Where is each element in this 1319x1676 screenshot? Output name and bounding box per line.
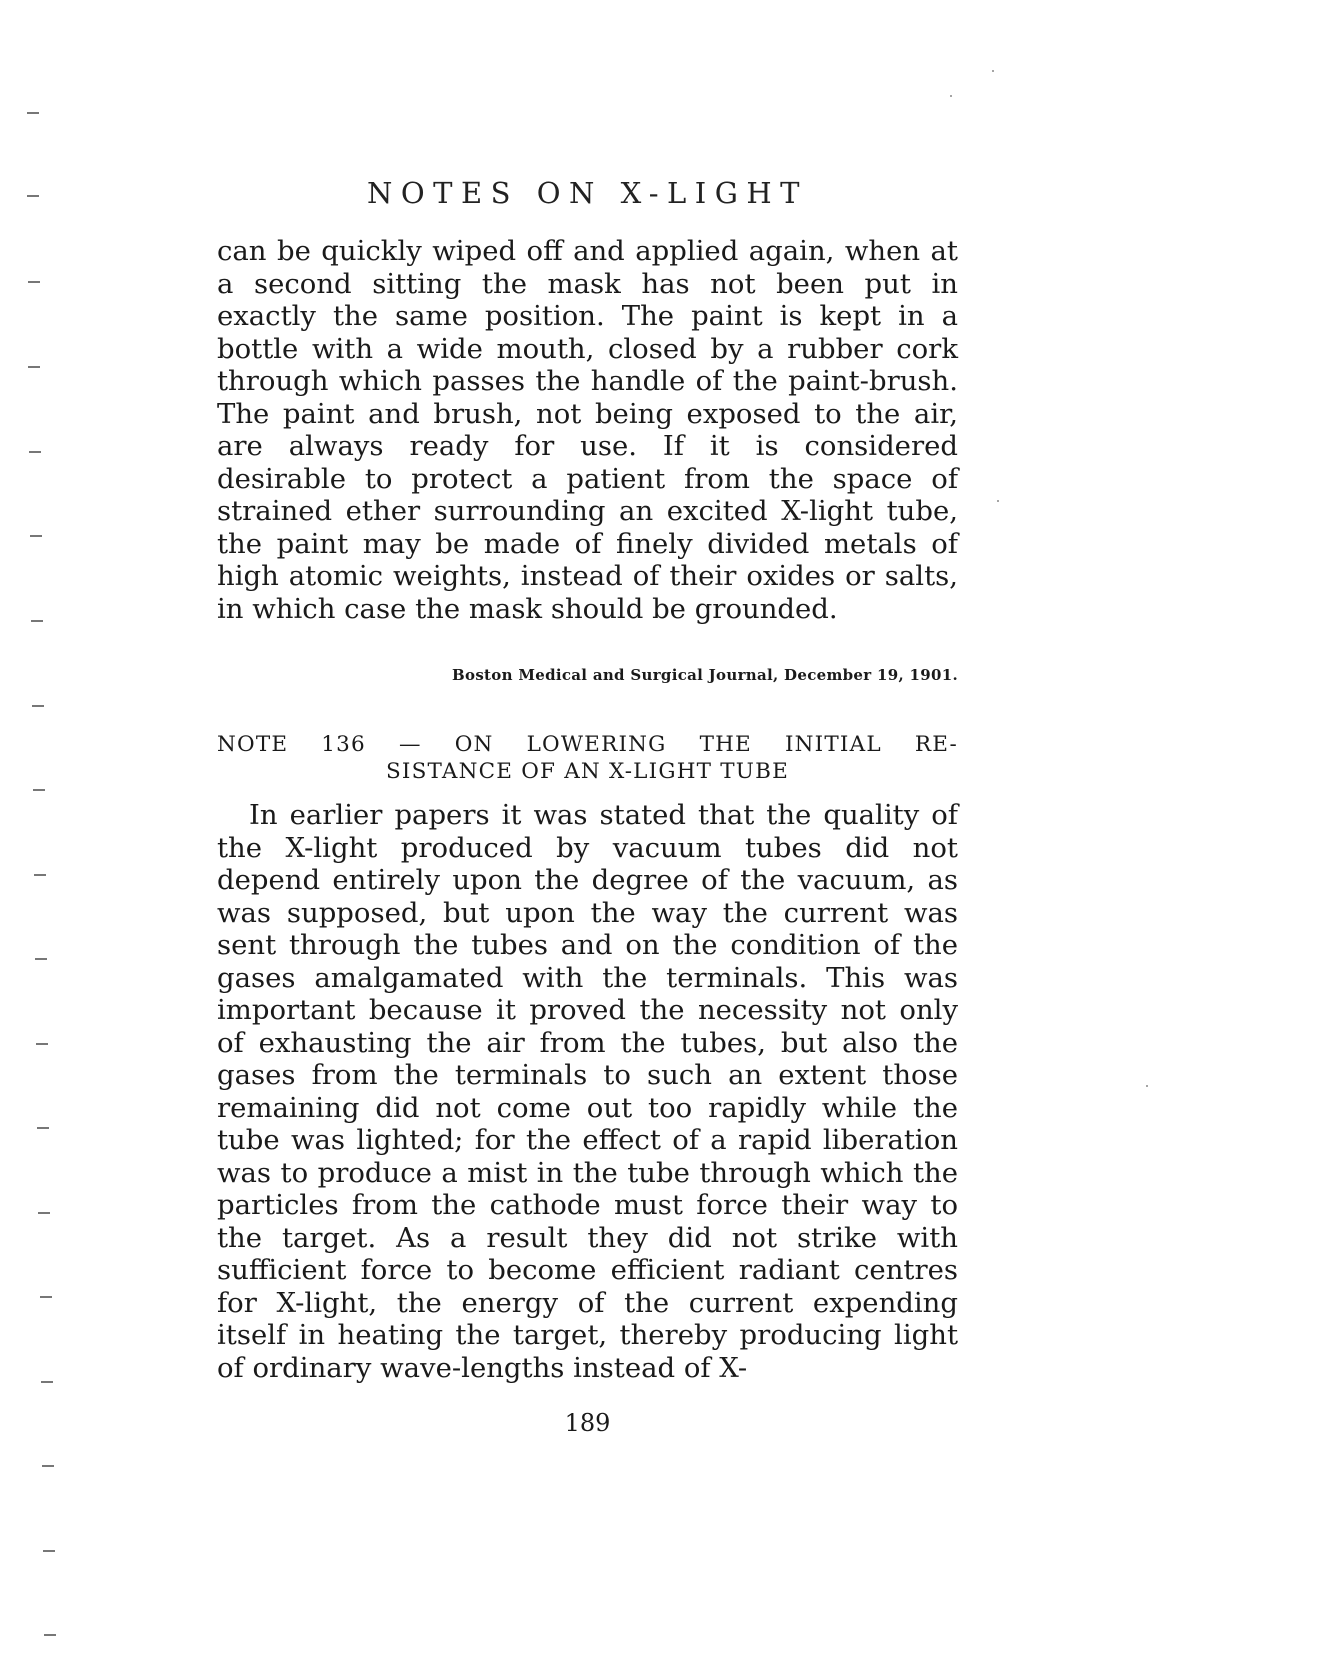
binding-margin-marks [0,0,80,1676]
margin-tick [30,535,42,537]
margin-tick [28,281,40,283]
page-number: 189 [564,1409,611,1437]
scan-speck [992,70,994,72]
running-head: NOTES ON X-LIGHT [366,176,809,210]
note-heading-line-1: NOTE 136 — ON LOWERING THE INITIAL RE- [217,732,958,757]
note-heading-line-2: SISTANCE OF AN X-LIGHT TUBE [385,759,789,784]
margin-tick [41,1381,53,1383]
margin-tick [43,1550,55,1552]
body-paragraph-note-136: In earlier papers it was stated that the quality of the X-light produced by vacuum tubes did not depend entirely upon the degree of the vacuum, as was supposed, but upon the way the current was sent through the tubes and on the condition of the gases amalgamated with the terminals. This was important because it proved the necessity not only of exhausting the air from the tubes, but also the gases from the terminals to such an extent those remaining did not come out too rapidly while the tube was lighted; for the effect of a rapid liberation was to produce a mist in the tube through which the particles from the cathode must force their way to the target. As a result they did not strike with sufficient force to become efficient radiant centres for X-light, the energy of the current expending itself in heating the target, thereby producing light of ordinary wave-lengths instead of X- [217,799,958,1384]
scan-speck [997,500,999,502]
margin-tick [40,1296,52,1298]
margin-tick [37,1127,49,1129]
margin-tick [42,1465,54,1467]
scan-speck [1146,1085,1148,1087]
margin-tick [35,958,47,960]
margin-tick [38,1212,50,1214]
margin-tick [33,789,45,791]
margin-tick [44,1634,56,1636]
body-paragraph-continued: can be quickly wiped off and applied again, when at a second sitting the mask has not been put in exactly the same position. The paint is kept in a bottle with a wide mouth, closed by a rubber cork through which passes the handle of the paint-brush. The paint and brush, not being exposed to the air, are always ready for use. If it is considered desirable to protect a patient from the space of strained ether surrounding an excited X-light tube, the paint may be made of finely divided metals of high atomic weights, instead of their oxides or salts, in which case the mask should be grounded. [217,235,958,625]
margin-tick [28,366,40,368]
note-heading [217,731,958,785]
margin-tick [27,195,39,197]
margin-tick [32,705,44,707]
scan-speck [950,95,952,97]
margin-tick [36,1043,48,1045]
source-citation: Boston Medical and Surgical Journal, December 19, 1901. [452,666,958,684]
margin-tick [31,620,43,622]
margin-tick [29,451,41,453]
margin-tick [27,112,39,114]
margin-tick [34,874,46,876]
